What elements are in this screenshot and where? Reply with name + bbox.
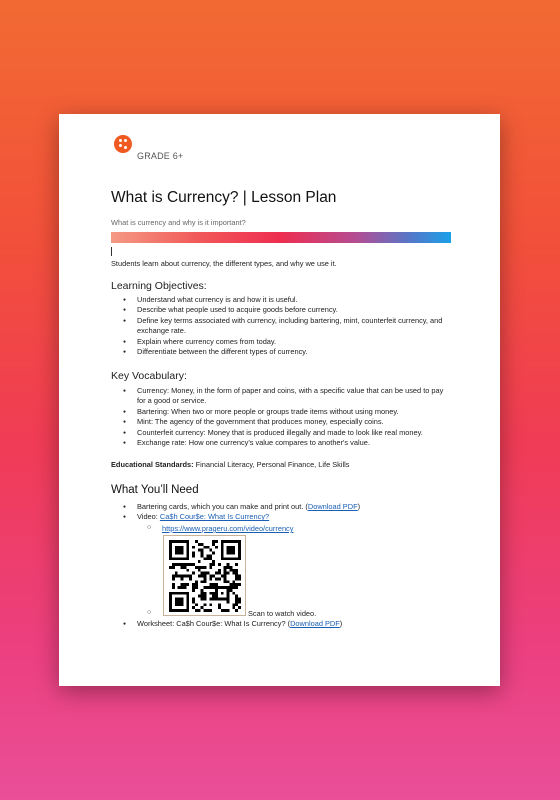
list-item: ● Mint: The agency of the government that produces money, especially coins. [111,417,451,427]
qr-code[interactable] [163,535,246,616]
list-item: ● Currency: Money, in the form of paper and coins, with a specific value that can be used to pay for a good or service. [111,386,451,407]
standards-label: Educational Standards: [111,460,194,469]
needs-heading: What You’ll Need [111,484,199,496]
grade-label: GRADE 6+ [137,151,184,161]
page-title: What is Currency? | Lesson Plan [111,189,337,206]
vocabulary-list [111,386,451,448]
lesson-plan-page [59,114,500,686]
list-item: ● Define key terms associated with currency, including bartering, mint, counterfeit currency, and exchange rate. [111,316,451,337]
gradient-divider [111,232,451,243]
list-item: ● Counterfeit currency: Money that is produced illegally and made to look like real money. [111,428,451,438]
download-worksheet-pdf-link[interactable]: Download PDF [290,619,340,628]
qr-code-icon [169,540,241,612]
vocabulary-heading: Key Vocabulary: [111,370,187,382]
scan-text: Scan to watch video. [248,609,317,618]
list-item: ● Bartering cards, which you can make and print out. (Download PDF) [111,502,451,512]
needs-list-worksheet [111,619,451,629]
objectives-heading: Learning Objectives: [111,280,207,292]
video-url-item [147,524,293,533]
download-bartering-pdf-link[interactable]: Download PDF [307,502,358,511]
list-item: ● Understand what currency is and how it is useful. [111,295,451,305]
text-cursor [111,247,112,256]
hollow-bullet-icon: ○ [147,524,152,531]
objectives-list [111,295,451,357]
video-link[interactable]: Ca$h Cour$e: What Is Currency? [159,512,270,522]
list-item: ● Bartering: When two or more people or groups trade items without using money. [111,407,451,417]
needs-list [111,502,451,523]
dots-logo-icon [114,135,132,153]
page-subtitle: What is currency and why is it important? [111,218,246,227]
list-item: ● Video: Ca$h Cour$e: What Is Currency? [111,512,451,522]
intro-text: Students learn about currency, the different types, and why we use it. [111,259,337,268]
list-item: ● Differentiate between the different types of currency. [111,347,451,357]
hollow-bullet-icon: ○ [147,609,152,616]
list-item: ● Explain where currency comes from today. [111,337,451,347]
list-item: ● Exchange rate: How one currency's value compares to another's value. [111,438,451,448]
educational-standards [111,460,350,469]
video-url-link[interactable]: https://www.prageru.com/video/currency [162,524,294,533]
list-item: ● Worksheet: Ca$h Cour$e: What Is Currency? (Download PDF) [111,619,451,629]
list-item: ● Describe what people used to acquire goods before currency. [111,305,451,315]
standards-value: Financial Literacy, Personal Finance, Life Skills [193,460,350,469]
